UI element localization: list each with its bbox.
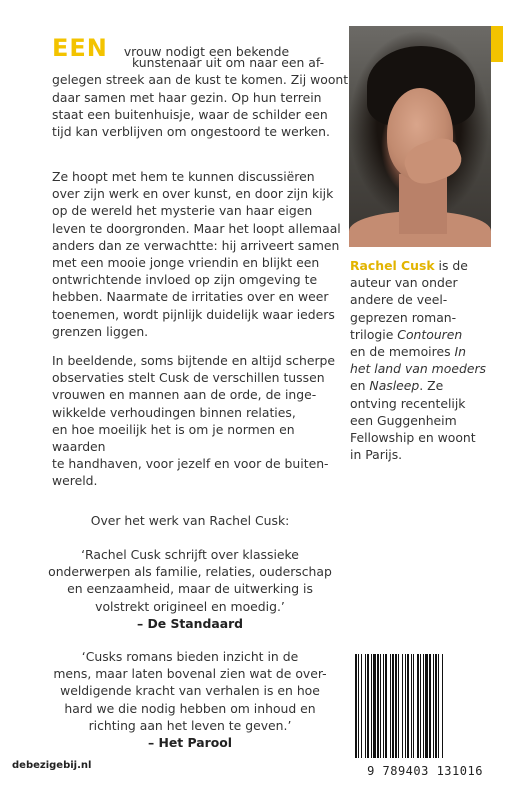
accent-bar [491,26,503,62]
barcode [349,654,501,766]
book-title: Contouren [397,326,463,342]
blurb-text: vrouw nodigt een bekende [123,44,290,59]
barcode-bar [420,654,421,758]
dropcap: EEN [52,34,108,62]
barcode-bar [383,654,384,758]
blurb-paragraph-1 [52,34,349,140]
bio-text: is de auteur van onder andere de veel- geprezen roman- trilogie [350,258,468,342]
barcode-bar [442,654,443,758]
barcode-bar [373,654,376,758]
barcode-bar [411,654,412,758]
blurb-paragraph-2: Ze hoopt met hem te kunnen discussiëren over zijn werk en over kunst, en door zijn kijk op de wereld het mysterie van haar eigen leven te doorgronden. Maar het loopt allemaal anders dan ze verwachtte: hij arriveert samen met een mooie jonge vriendin en blijkt een ontwrichtende invloed op zijn omgeving te hebben. Naarmate de irritaties over en weer toenemen, wordt pijnlijk duidelijk waar ieders grenzen liggen. [52,169,341,339]
barcode-bar [438,654,439,758]
review-source: – Het Parool [147,735,232,751]
blurb-text: gelegen streek aan de kust te komen. Zij woont [52,72,349,88]
barcode-bar [390,654,391,758]
barcode-bar [423,654,424,758]
bio-text: . Ze ontving recentelijk een Guggenheim Fellowship en woont in Parijs. [350,378,476,463]
reviews-intro: Over het werk van Rachel Cusk: [90,513,290,528]
barcode-bar [385,654,387,758]
blurb-paragraph-3: In beeldende, soms bijtende en altijd scherpe observaties stelt Cusk de verschillen tussen vrouwen en mannen aan de orde, de inge- wikkelde verhoudingen binnen relaties, en hoe moeilijk het is om je normen en waarden te handhaven, voor jezelf en voor de buiten- wereld. [52,353,336,489]
book-title: Nasleep [369,378,420,394]
author-bio [350,257,500,463]
blurb-text: tijd kan verblijven om ongestoord te werken. [52,124,330,140]
barcode-bar [380,654,381,758]
review-quote: ‘Cusks romans bieden inzicht in de mens, maar laten bovenal zien wat de over- weldigende kracht van verhalen is en hoe hard we die nodig hebben om inhoud en richting aan het leven te geven.’ [53,649,327,733]
barcode-bar [413,654,414,758]
barcode-bars [349,654,501,762]
bio-text: en [350,378,366,394]
barcode-bar [405,654,406,758]
barcode-bar [435,654,437,758]
bio-text: en de memoires [350,344,451,360]
barcode-bar [377,654,379,758]
barcode-bar [392,654,394,758]
review-source: – De Standaard [136,615,244,631]
barcode-bar [365,654,366,758]
review-2 [30,648,350,751]
barcode-bar [355,654,357,758]
review-quote: ‘Rachel Cusk schrijft over klassieke onderwerpen als familie, relaties, ouderschap en eenzaamheid, maar de uitwerking is volstrekt origineel en moedig.’ [48,547,332,614]
barcode-bar [367,654,369,758]
barcode-bar [358,654,359,758]
barcode-bar [429,654,431,758]
barcode-bar [433,654,434,758]
blurb-text: kunstenaar uit om naar een af- [132,55,325,71]
review-1 [30,546,350,632]
blurb-text: daar samen met haar gezin. Op hun terrein [52,89,322,105]
barcode-bar [407,654,409,758]
blurb-text: staat een buitenhuisje, waar de schilder een [52,106,328,122]
barcode-bar [361,654,362,758]
barcode-bar [371,654,372,758]
barcode-bar [395,654,397,758]
author-name: Rachel Cusk [350,258,435,273]
barcode-bar [398,654,399,758]
barcode-number: 9 789403 131016 [367,764,483,778]
barcode-bar [417,654,419,758]
barcode-bar [402,654,403,758]
barcode-bar [425,654,428,758]
book-title: In het land van moeders [350,344,486,377]
publisher-url: debezigebij.nl [12,760,92,771]
author-photo [349,26,491,247]
